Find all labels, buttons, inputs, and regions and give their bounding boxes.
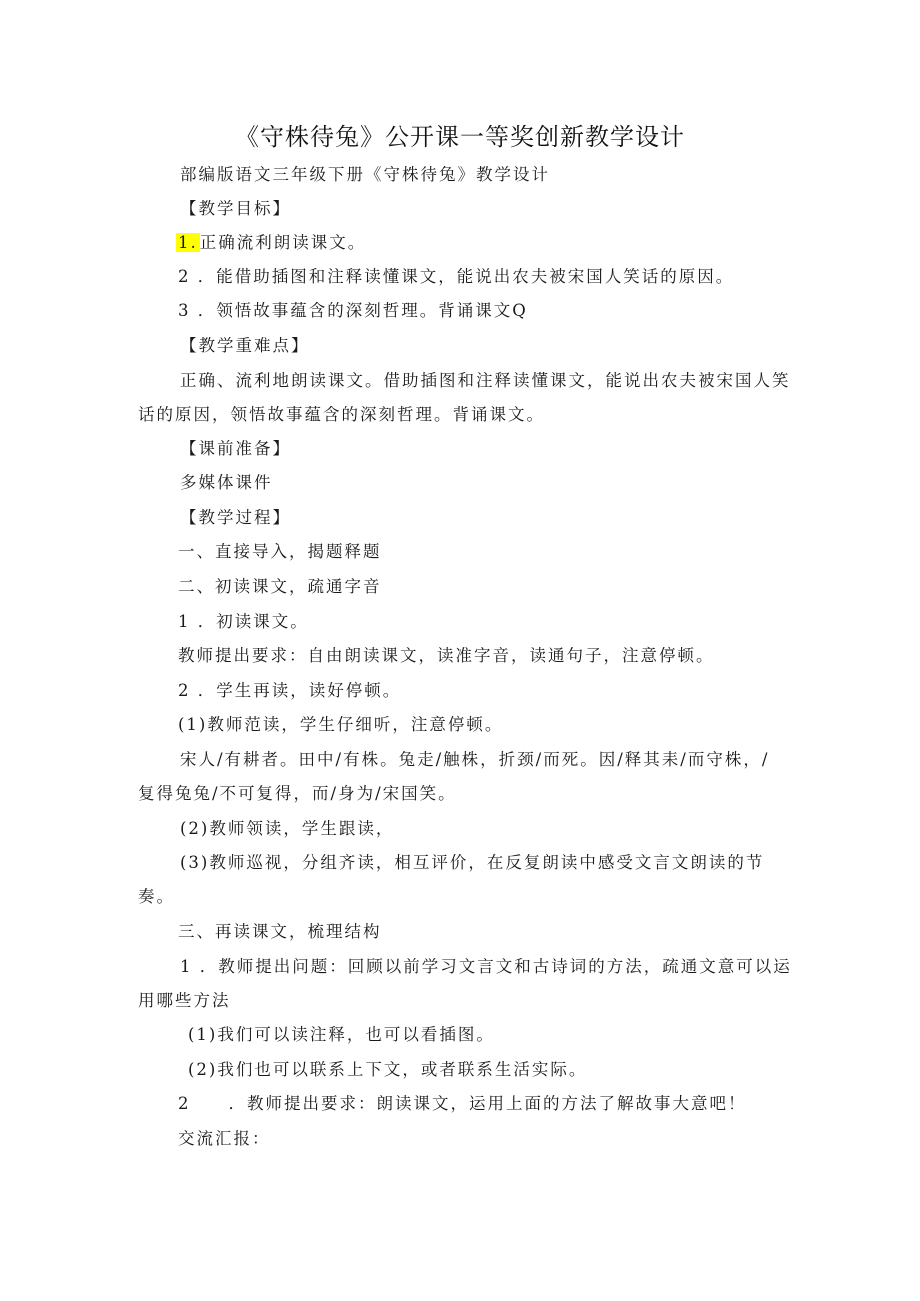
step-2-item-2-c-line-2: 奏。 (138, 887, 175, 906)
step-3-item-1-line-2: 用哪些方法 (138, 991, 231, 1010)
goal-item-3: 3 ．领悟故事蕴含的深刻哲理。背诵课文Q (178, 301, 528, 320)
exchange-report: 交流汇报： (178, 1129, 271, 1148)
process-step-3: 三、再读课文，梳理结构 (178, 922, 382, 941)
step-3-item-2-number: 2 (178, 1094, 191, 1113)
goal-item-1 (176, 231, 366, 255)
step-2-item-2-c-line-1: (3)教师巡视，分组齐读，相互评价，在反复朗读中感受文言文朗读的节 (180, 853, 765, 872)
step-2-item-1-requirement: 教师提出要求：自由朗读课文，读准字音，读通句子，注意停顿。 (178, 646, 715, 665)
key-points-line-2: 话的原因，领悟故事蕴含的深刻哲理。背诵课文。 (138, 405, 545, 424)
goal-item-1-text: 正确流利朗读课文。 (199, 233, 367, 252)
process-step-2: 二、初读课文，疏通字音 (178, 577, 382, 596)
step-2-item-2-a: (1)教师范读，学生仔细听，注意停顿。 (178, 715, 504, 734)
goals-heading: 【教学目标】 (180, 199, 291, 218)
process-heading: 【教学过程】 (180, 508, 291, 527)
step-3-item-2 (178, 1092, 747, 1116)
step-2-item-2: 2 ．学生再读，读好停顿。 (178, 681, 402, 700)
process-step-1: 一、直接导入，揭题释题 (178, 542, 382, 561)
highlighted-number: 1. (178, 233, 198, 252)
document-title: 《守株待兔》公开课一等奖创新教学设计 (235, 123, 685, 151)
subtitle: 部编版语文三年级下册《守株待兔》教学设计 (180, 165, 550, 184)
goal-item-2: 2 ．能借助插图和注释读懂课文，能说出农夫被宋国人笑话的原因。 (178, 267, 735, 286)
classical-text-line-2: 复得兔兔/不可复得，而/身为/宋国笑。 (138, 784, 457, 803)
key-points-heading: 【教学重难点】 (180, 336, 310, 355)
key-points-line-1: 正确、流利地朗读课文。借助插图和注释读懂课文，能说出农夫被宋国人笑 (180, 371, 791, 390)
step-2-item-2-b: (2)教师领读，学生跟读， (180, 819, 395, 838)
prep-heading: 【课前准备】 (180, 439, 291, 458)
step-3-item-2-text: ．教师提出要求：朗读课文，运用上面的方法了解故事大意吧！ (228, 1094, 747, 1113)
step-3-item-1-b: (2)我们也可以联系上下文，或者联系生活实际。 (188, 1060, 588, 1079)
classical-text-line-1: 宋人/有耕者。田中/有株。兔走/触株，折颈/而死。因/释其耒/而守株，/ (180, 750, 770, 769)
step-2-item-1: 1 ．初读课文。 (178, 612, 309, 631)
step-3-item-1-line-1: 1 ．教师提出问题：回顾以前学习文言文和古诗词的方法，疏通文意可以运 (180, 957, 792, 976)
step-3-item-1-a: (1)我们可以读注释，也可以看插图。 (188, 1025, 495, 1044)
prep-content: 多媒体课件 (180, 473, 273, 492)
